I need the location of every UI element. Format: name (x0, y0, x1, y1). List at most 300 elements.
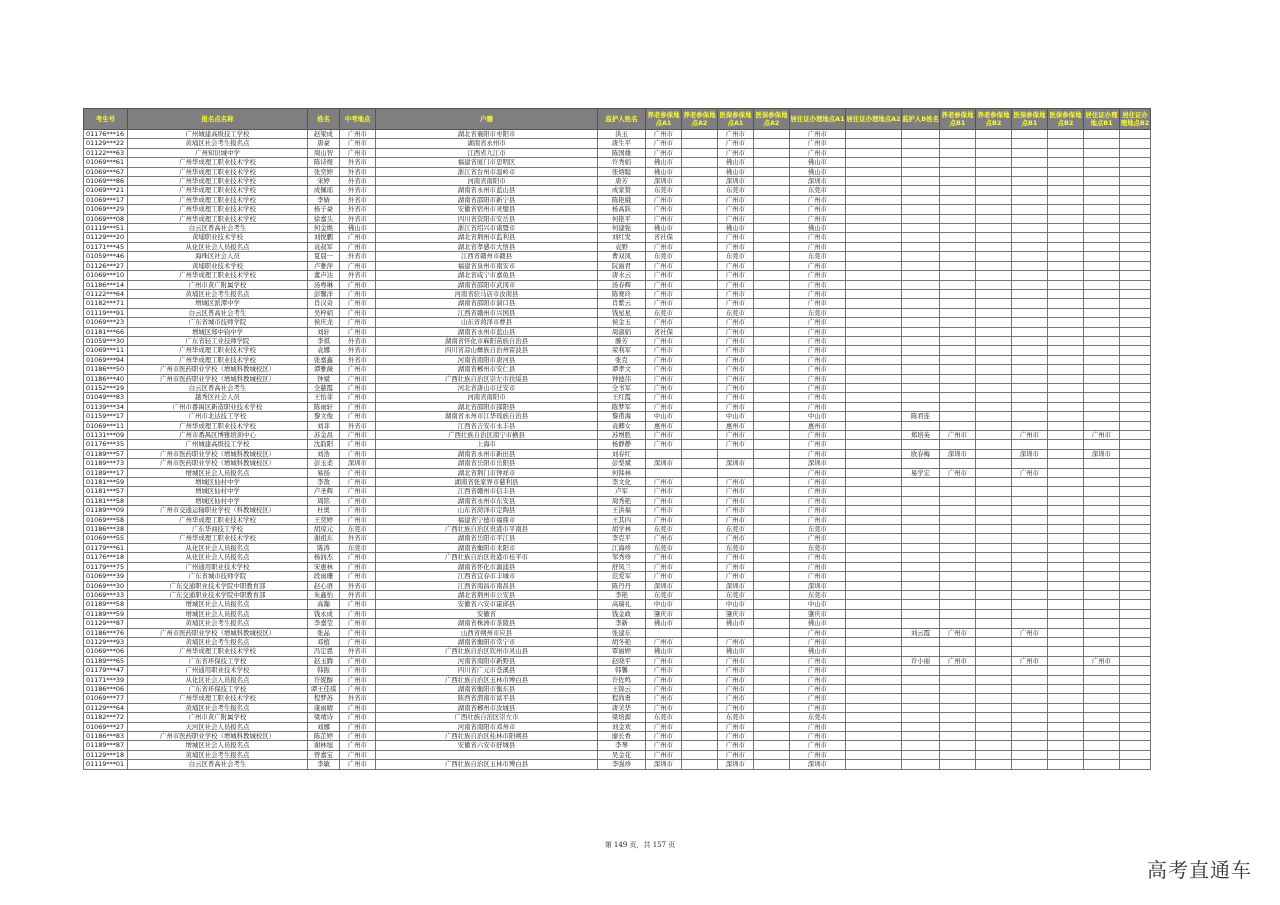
table-cell: 广州市 (340, 572, 376, 581)
table-cell: 广州市 (646, 741, 682, 750)
table-cell (902, 666, 940, 675)
table-cell: 广州市 (718, 637, 754, 646)
table-cell: 广州市 (790, 355, 846, 364)
table-cell (754, 647, 790, 656)
table-cell (846, 214, 902, 223)
table-cell (940, 308, 976, 317)
column-header: 医保参保地点A2 (754, 109, 790, 130)
table-cell (902, 703, 940, 712)
table-cell (1084, 365, 1120, 374)
table-cell (754, 412, 790, 421)
table-cell (1084, 694, 1120, 703)
table-cell: 广州市 (340, 449, 376, 458)
table-cell: 中山市 (790, 600, 846, 609)
table-row (84, 167, 1151, 176)
table-cell: 广州市 (790, 214, 846, 223)
table-cell (1012, 741, 1048, 750)
column-header: 养老参保地点B1 (940, 109, 976, 130)
table-row (84, 383, 1151, 392)
table-cell: 袁叔军 (308, 242, 340, 251)
table-cell (1084, 525, 1120, 534)
table-cell: 01069***23 (84, 318, 128, 327)
table-cell (976, 562, 1012, 571)
table-cell (682, 572, 718, 581)
table-cell (1048, 703, 1084, 712)
table-cell: 唐芳 (598, 177, 646, 186)
table-row (84, 637, 1151, 646)
table-cell (754, 713, 790, 722)
table-cell: 汤春辉 (598, 280, 646, 289)
table-cell (682, 224, 718, 233)
table-cell (682, 252, 718, 261)
table-cell (1048, 336, 1084, 345)
column-header: 监护人姓名 (598, 109, 646, 130)
table-cell (902, 732, 940, 741)
table-cell (1120, 158, 1151, 167)
table-cell: 广州市 (646, 496, 682, 505)
table-cell (1084, 760, 1120, 769)
table-cell: 黎甫海 (598, 412, 646, 421)
table-cell: 高瀚 (308, 600, 340, 609)
table-cell: 广州市 (646, 336, 682, 345)
table-cell (682, 732, 718, 741)
table-cell: 广州市 (790, 148, 846, 157)
table-cell: 01119***51 (84, 224, 128, 233)
table-cell (1120, 543, 1151, 552)
table-cell: 河南省南阳市新野县 (376, 656, 598, 665)
table-cell (1012, 506, 1048, 515)
table-cell (940, 318, 976, 327)
table-cell: 湖南省株洲市茶陵县 (376, 619, 598, 628)
table-cell (1084, 252, 1120, 261)
table-cell: 朱鑫怡 (308, 590, 340, 599)
table-cell (1012, 393, 1048, 402)
table-cell: 广州市 (790, 336, 846, 345)
table-cell (902, 647, 940, 656)
table-cell (682, 186, 718, 195)
table-cell: 河南省南阳市 (376, 177, 598, 186)
table-cell: 钟德伟 (598, 374, 646, 383)
table-cell: 广州市 (790, 318, 846, 327)
table-cell (1048, 675, 1084, 684)
table-cell (976, 431, 1012, 440)
table-cell (1012, 299, 1048, 308)
column-header: 养老参保地点A2 (682, 109, 718, 130)
table-row (84, 195, 1151, 204)
table-cell (1120, 684, 1151, 693)
table-row (84, 459, 1151, 468)
table-cell (976, 421, 1012, 430)
table-cell (682, 600, 718, 609)
table-cell: 广州市 (340, 431, 376, 440)
table-cell: 广州市 (718, 289, 754, 298)
table-cell (1120, 478, 1151, 487)
table-cell (1084, 271, 1120, 280)
table-cell: 01179***75 (84, 562, 128, 571)
table-cell (1012, 421, 1048, 430)
table-cell (1084, 289, 1120, 298)
table-cell (846, 675, 902, 684)
table-cell (1120, 459, 1151, 468)
table-cell: 四川省广元市苍溪县 (376, 666, 598, 675)
table-cell: 荣利军 (598, 346, 646, 355)
table-cell: 01069***58 (84, 515, 128, 524)
table-cell (1012, 496, 1048, 505)
table-cell: 李敏 (308, 760, 340, 769)
table-row (84, 299, 1151, 308)
table-cell: 上海市 (376, 440, 598, 449)
table-cell (940, 440, 976, 449)
table-cell: 广州市医药职业学校（增城科教城校区） (128, 449, 308, 458)
column-header: 居住证办理地点A2 (846, 109, 902, 130)
column-header: 考生号 (84, 109, 128, 130)
table-cell (1012, 252, 1048, 261)
table-cell: 佛山市 (646, 619, 682, 628)
table-cell: 东莞市 (718, 525, 754, 534)
table-cell (976, 177, 1012, 186)
table-cell: 陈诗煜 (308, 158, 340, 167)
table-cell: 刘红发 (598, 233, 646, 242)
table-cell (976, 666, 1012, 675)
table-cell: 李祺 (308, 336, 340, 345)
table-cell (846, 684, 902, 693)
table-cell: 钟斌 (308, 374, 340, 383)
table-cell: 广州市 (718, 675, 754, 684)
table-cell (846, 581, 902, 590)
table-cell (1048, 478, 1084, 487)
table-cell: 刘菲 (308, 421, 340, 430)
table-cell (682, 158, 718, 167)
table-cell (1084, 177, 1120, 186)
table-cell: 增城区社会人员报名点 (128, 741, 308, 750)
table-cell: 广州市 (646, 572, 682, 581)
table-cell: 胡冬艳 (598, 637, 646, 646)
table-row (84, 336, 1151, 345)
table-cell (1084, 355, 1120, 364)
table-cell: 01176***35 (84, 440, 128, 449)
table-cell (682, 628, 718, 637)
table-cell (976, 412, 1012, 421)
table-cell: 01069***61 (84, 158, 128, 167)
table-cell (1048, 177, 1084, 186)
table-cell (940, 139, 976, 148)
table-cell (902, 252, 940, 261)
table-cell: 广州市 (340, 666, 376, 675)
table-cell: 广州市 (646, 703, 682, 712)
table-cell (940, 374, 976, 383)
table-cell: 张炳聪 (598, 167, 646, 176)
table-cell: 广州市 (1012, 628, 1048, 637)
table-cell: 广州市 (718, 205, 754, 214)
table-cell (940, 694, 976, 703)
table-cell (646, 449, 682, 458)
table-cell: 梁靖诗 (308, 713, 340, 722)
table-cell (846, 289, 902, 298)
table-cell: 何艳平 (598, 214, 646, 223)
table-cell: 东莞市 (718, 308, 754, 317)
table-cell (902, 299, 940, 308)
table-cell: 刘浩 (308, 449, 340, 458)
table-cell (1084, 336, 1120, 345)
table-cell (682, 280, 718, 289)
table-row (84, 562, 1151, 571)
table-cell: 01069***29 (84, 205, 128, 214)
table-cell: 东莞市 (646, 590, 682, 599)
table-cell: 何韩林 (598, 468, 646, 477)
table-cell: 广州市 (790, 741, 846, 750)
table-cell: 01182***72 (84, 713, 128, 722)
table-cell (902, 289, 940, 298)
table-cell: 增城区郑中钧中学 (128, 327, 308, 336)
table-cell: 邹秀珍 (598, 553, 646, 562)
table-cell: 广州市 (646, 750, 682, 759)
table-cell (1012, 703, 1048, 712)
table-cell (682, 666, 718, 675)
table-cell (754, 760, 790, 769)
table-cell (902, 525, 940, 534)
table-cell (1120, 647, 1151, 656)
table-cell: 苏金昌 (308, 431, 340, 440)
table-cell (1012, 713, 1048, 722)
table-cell (902, 741, 940, 750)
table-cell (1120, 346, 1151, 355)
table-row (84, 722, 1151, 731)
table-cell (682, 402, 718, 411)
table-cell (754, 271, 790, 280)
table-cell: 广西壮族自治区钦州市灵山县 (376, 647, 598, 656)
table-cell (1120, 496, 1151, 505)
table-cell: 广州市 (940, 431, 976, 440)
table-cell (940, 619, 976, 628)
table-cell (1012, 647, 1048, 656)
table-cell (1120, 299, 1151, 308)
table-cell: 广州市 (790, 487, 846, 496)
table-cell (976, 459, 1012, 468)
table-cell: 海珠区社会人员 (128, 252, 308, 261)
table-cell: 唐水云 (598, 271, 646, 280)
table-cell (1012, 562, 1048, 571)
table-cell (1012, 402, 1048, 411)
table-cell: 从化区社会人员报名点 (128, 553, 308, 562)
table-cell: 广州市 (718, 732, 754, 741)
table-cell (682, 308, 718, 317)
table-row (84, 289, 1151, 298)
table-cell: 深圳市 (340, 459, 376, 468)
table-cell (682, 722, 718, 731)
table-cell (846, 515, 902, 524)
table-cell (976, 205, 1012, 214)
table-cell: 张建东 (598, 628, 646, 637)
table-cell: 01186***76 (84, 628, 128, 637)
table-row (84, 732, 1151, 741)
table-cell: 01189***58 (84, 600, 128, 609)
table-cell (846, 637, 902, 646)
table-cell (940, 637, 976, 646)
table-row (84, 205, 1151, 214)
table-cell: 胡学林 (598, 525, 646, 534)
table-cell: 周山智 (308, 148, 340, 157)
table-cell (846, 233, 902, 242)
table-row (84, 308, 1151, 317)
table-cell (754, 666, 790, 675)
table-cell: 增城区仙村中学 (128, 478, 308, 487)
table-cell (682, 261, 718, 270)
table-cell: 广州市 (340, 732, 376, 741)
table-cell (846, 308, 902, 317)
table-cell (846, 553, 902, 562)
table-cell (976, 139, 1012, 148)
table-cell: 湖南省衡阳市衡东县 (376, 684, 598, 693)
table-cell: 袁卿女 (598, 421, 646, 430)
table-cell (976, 299, 1012, 308)
table-cell (754, 590, 790, 599)
table-cell (682, 496, 718, 505)
table-cell (754, 139, 790, 148)
table-cell: 广州市 (790, 496, 846, 505)
table-cell: 广州市 (718, 440, 754, 449)
table-cell: 安徽省六安市霍邱县 (376, 600, 598, 609)
table-cell (1120, 271, 1151, 280)
table-cell: 外省市 (340, 158, 376, 167)
table-cell (846, 590, 902, 599)
table-cell: 东莞市 (646, 525, 682, 534)
table-cell (754, 487, 790, 496)
table-cell: 惠州市 (646, 421, 682, 430)
table-cell: 广州市 (340, 487, 376, 496)
table-cell: 广州市 (646, 684, 682, 693)
table-cell (1048, 628, 1084, 637)
table-cell (754, 383, 790, 392)
table-cell: 杨子豪 (308, 205, 340, 214)
table-cell: 广州市 (718, 703, 754, 712)
table-cell: 01129***18 (84, 750, 128, 759)
table-cell (976, 224, 1012, 233)
table-cell (976, 496, 1012, 505)
table-cell (940, 383, 976, 392)
table-cell: 广州市 (340, 553, 376, 562)
table-cell (976, 148, 1012, 157)
table-cell (754, 449, 790, 458)
table-cell (902, 684, 940, 693)
table-cell: 广州市 (718, 242, 754, 251)
table-cell: 外省市 (340, 167, 376, 176)
table-cell: 宋婷 (308, 177, 340, 186)
table-cell (1048, 393, 1084, 402)
table-cell (940, 722, 976, 731)
table-cell: 广州市 (646, 562, 682, 571)
table-cell (682, 233, 718, 242)
table-cell: 广州市 (340, 506, 376, 515)
table-cell (940, 572, 976, 581)
table-cell: 广州市 (718, 214, 754, 223)
table-cell: 肇庆市 (646, 609, 682, 618)
table-cell (902, 355, 940, 364)
table-cell (682, 365, 718, 374)
table-cell (682, 177, 718, 186)
table-cell: 广州市 (340, 440, 376, 449)
table-cell: 吴梓娟 (308, 308, 340, 317)
table-cell (940, 741, 976, 750)
table-cell (1120, 431, 1151, 440)
table-cell: 广州市 (718, 336, 754, 345)
table-cell: 广州市 (790, 383, 846, 392)
table-cell: 福建省厦门市思明区 (376, 158, 598, 167)
table-cell: 广州华成理工职业技术学校 (128, 177, 308, 186)
table-row (84, 252, 1151, 261)
table-cell (1012, 374, 1048, 383)
table-cell: 01176***18 (84, 553, 128, 562)
table-cell (976, 280, 1012, 289)
table-cell: 成家赞 (598, 186, 646, 195)
table-cell: 广州市 (340, 289, 376, 298)
table-cell (902, 619, 940, 628)
table-cell: 湖南省郴州市汝城县 (376, 703, 598, 712)
table-cell (1048, 139, 1084, 148)
table-cell: 广州市 (718, 741, 754, 750)
table-cell (1120, 572, 1151, 581)
table-cell: 李克平 (598, 534, 646, 543)
table-row (84, 694, 1151, 703)
table-cell: 苏增胜 (598, 431, 646, 440)
watermark: 高考直通车 (1147, 858, 1252, 882)
table-cell (1012, 487, 1048, 496)
table-cell (846, 186, 902, 195)
table-cell (846, 600, 902, 609)
table-cell: 广东省城市技师学院 (128, 572, 308, 581)
table-cell: 谭王佳琪 (308, 684, 340, 693)
table-cell (1012, 590, 1048, 599)
table-cell: 杨静静 (598, 440, 646, 449)
table-cell: 深圳市 (790, 581, 846, 590)
table-cell: 广西壮族自治区贵港市桂平市 (376, 553, 598, 562)
table-cell: 01129***87 (84, 619, 128, 628)
table-cell (902, 590, 940, 599)
table-row (84, 327, 1151, 336)
table-cell: 广州市 (790, 553, 846, 562)
table-cell: 外省市 (340, 355, 376, 364)
table-cell (754, 233, 790, 242)
table-cell: 广州市番禺区新造职业技术学校 (128, 402, 308, 411)
table-cell: 01129***64 (84, 703, 128, 712)
table-cell (1048, 713, 1084, 722)
table-cell: 广州市 (646, 139, 682, 148)
table-cell: 01171***39 (84, 675, 128, 684)
table-cell: 广州市 (790, 468, 846, 477)
table-cell: 广州市 (718, 487, 754, 496)
table-cell (754, 402, 790, 411)
table-cell: 广州华成理工职业技术学校 (128, 158, 308, 167)
table-cell (1084, 383, 1120, 392)
table-row (84, 148, 1151, 157)
table-cell (902, 760, 940, 769)
table-cell (1084, 572, 1120, 581)
table-cell (1048, 374, 1084, 383)
table-cell: 东莞市 (340, 543, 376, 552)
table-cell (1120, 233, 1151, 242)
table-cell: 广州市 (718, 684, 754, 693)
table-cell: 袁野 (598, 242, 646, 251)
table-cell (1120, 355, 1151, 364)
table-cell (976, 130, 1012, 139)
table-cell (902, 214, 940, 223)
table-cell (902, 308, 940, 317)
table-cell: 河南省南阳市邓州市 (376, 722, 598, 731)
table-cell: 广州市 (340, 318, 376, 327)
table-cell: 01069***39 (84, 572, 128, 581)
table-cell (682, 581, 718, 590)
table-cell: 01186***38 (84, 525, 128, 534)
table-cell (1012, 600, 1048, 609)
